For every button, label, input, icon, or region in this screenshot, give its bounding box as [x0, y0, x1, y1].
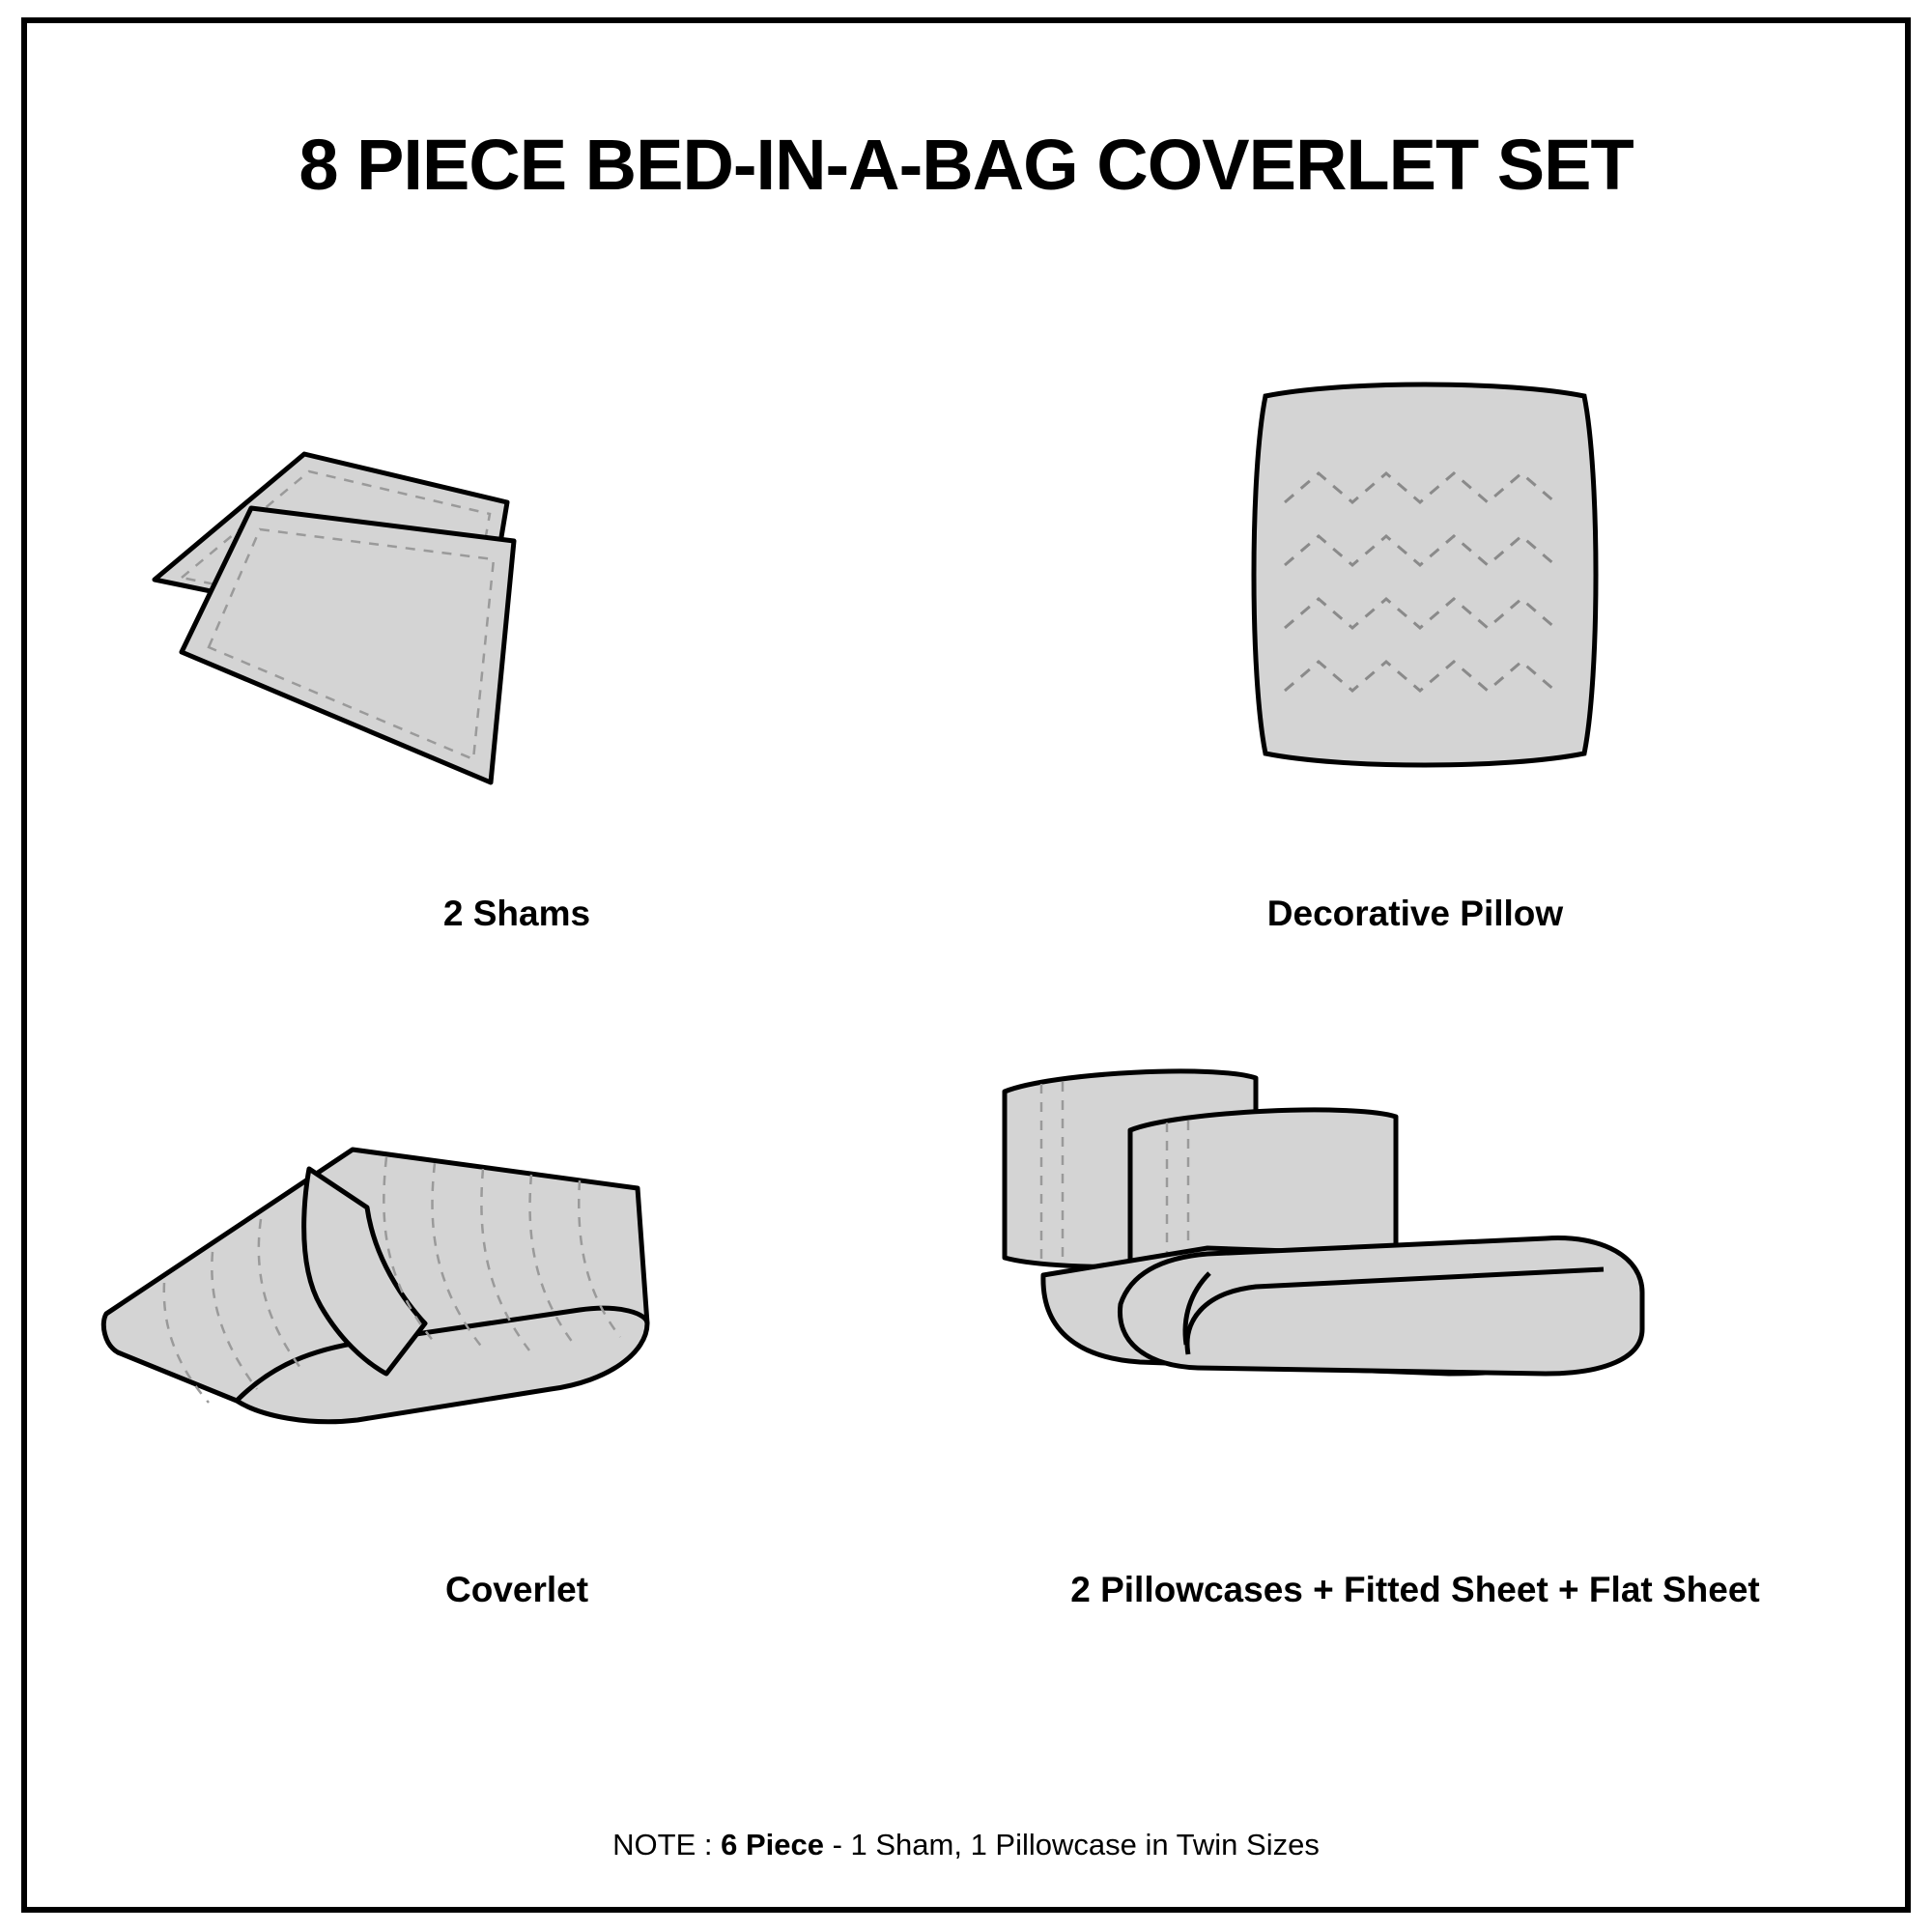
- items-grid: [68, 357, 1864, 1739]
- page-title: 8 PIECE BED-IN-A-BAG COVERLET SET: [298, 125, 1634, 205]
- item-sheet-set: [966, 1034, 1864, 1710]
- item-shams: [68, 357, 966, 1034]
- note-prefix: NOTE :: [612, 1828, 722, 1861]
- item-coverlet: [68, 1034, 966, 1710]
- item-label-sheet-set: 2 Pillowcases + Fitted Sheet + Flat Sheet: [1070, 1570, 1760, 1609]
- pillowcases-and-sheets-illustration: [966, 1034, 1864, 1575]
- note-emphasis: 6 Piece: [721, 1828, 824, 1861]
- item-label-coverlet: Coverlet: [444, 1570, 589, 1609]
- two-shams-illustration: [68, 357, 966, 898]
- item-label-shams: 2 Shams: [442, 894, 591, 933]
- decorative-pillow-illustration: [966, 357, 1864, 898]
- note-text: [0, 1828, 1932, 1862]
- item-decorative-pillow: [966, 357, 1864, 1034]
- folded-coverlet-illustration: [68, 1034, 966, 1575]
- note-suffix: - 1 Sham, 1 Pillowcase in Twin Sizes: [823, 1828, 1320, 1861]
- item-label-decorative-pillow: Decorative Pillow: [1266, 894, 1564, 933]
